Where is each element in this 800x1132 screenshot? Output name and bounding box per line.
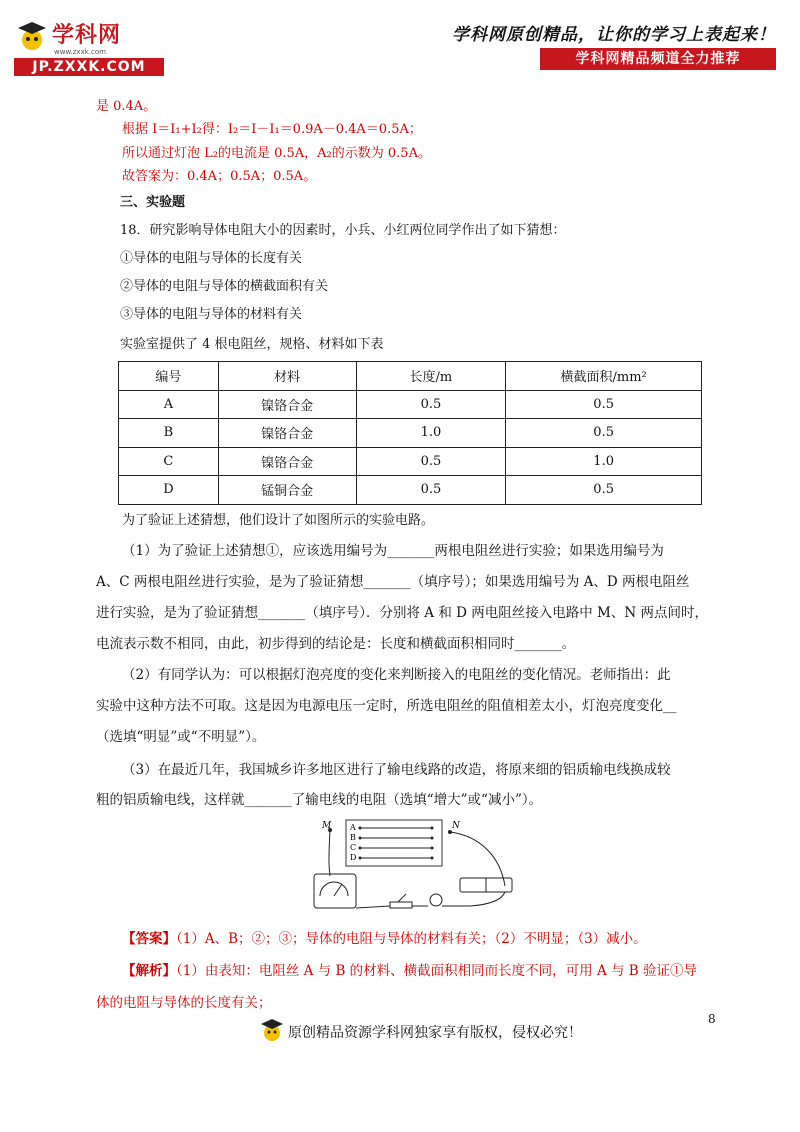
part2-line-3: （选填“明显”或“不明显”）。: [96, 729, 266, 745]
answer-tag: 【答案】: [122, 931, 176, 947]
analysis-tag: 【解析】: [122, 963, 176, 979]
table-cell: 1.0: [506, 447, 702, 476]
answer-text: （1）A、B；②；③；导体的电阻与导体的材料有关；（2）不明显；（3）减小。: [176, 931, 647, 947]
table-cell: 0.5: [506, 476, 702, 505]
table-row: [119, 390, 702, 419]
table-cell: A: [119, 390, 219, 419]
table-row: [119, 447, 702, 476]
answer-prev-line-3: 所以通过灯泡 L₂的电流是 0.5A，A₂的示数为 0.5A。: [122, 146, 431, 161]
question-intro: 18．研究影响导体电阻大小的因素时，小兵、小红两位同学作出了如下猜想：: [120, 223, 566, 238]
table-cell: 1.0: [356, 419, 506, 448]
table-cell: 0.5: [506, 419, 702, 448]
label-m: M: [322, 821, 332, 831]
table-cell: C: [119, 447, 219, 476]
part2-line-2: 实验中这种方法不可取。这是因为电源电压一定时，所选电阻丝的阻值相差太小，灯泡亮度变化__: [96, 698, 677, 714]
answer-prev-line-4: 故答案为：0.4A；0.5A；0.5A。: [122, 169, 317, 184]
page-number: 8: [708, 1012, 716, 1026]
table-cell: 锰铜合金: [218, 476, 356, 505]
mascot-icon: [14, 18, 50, 54]
table-intro: 实验室提供了 4 根电阻丝，规格、材料如下表: [120, 337, 384, 352]
table-header-cell: 材料: [218, 362, 356, 391]
part3-line-1: （3）在最近几年，我国城乡许多地区进行了输电线路的改造，将原来细的铝质输电线换成较: [122, 762, 671, 778]
table-cell: 镍铬合金: [218, 390, 356, 419]
part1-line-1: （1）为了验证上述猜想①，应该选用编号为_______两根电阻丝进行实验；如果选用编号为: [122, 543, 664, 559]
guess-1: ①导体的电阻与导体的长度有关: [120, 251, 303, 266]
wire-label-c: C: [350, 843, 357, 852]
label-n: N: [452, 821, 460, 831]
part1-line-3: 进行实验，是为了验证猜想_______（填序号）．分别将 A 和 D 两电阻丝接入电路中 M、N 两点间时，: [96, 605, 708, 621]
logo-domain: www.zxxk.com: [54, 48, 106, 56]
footer-copyright: 原创精品资源学科网独家享有版权，侵权必究！: [288, 1025, 582, 1041]
header-slogan-bar: 学科网精品频道全力推荐: [540, 48, 776, 70]
table-header-cell: 长度/m: [356, 362, 506, 391]
table-cell: 镍铬合金: [218, 447, 356, 476]
table-cell: 0.5: [356, 390, 506, 419]
section-title: 三、实验题: [120, 195, 186, 210]
part1-line-2: A、C 两根电阻丝进行实验，是为了验证猜想_______（填序号）；如果选用编号为 A、D 两根电阻丝: [96, 574, 690, 590]
guess-3: ③导体的电阻与导体的材料有关: [120, 307, 303, 322]
part2-line-1: （2）有同学认为：可以根据灯泡亮度的变化来判断接入的电阻丝的变化情况。老师指出：此: [122, 667, 671, 683]
wire-label-d: D: [350, 853, 357, 862]
table-header-cell: 横截面积/mm²: [506, 362, 702, 391]
table-cell: 0.5: [356, 447, 506, 476]
answer-prev-line-1: 是 0.4A。: [96, 99, 157, 114]
table-cell: 镍铬合金: [218, 419, 356, 448]
table-cell: D: [119, 476, 219, 505]
resistance-wire-table: [118, 361, 702, 505]
table-cell: B: [119, 419, 219, 448]
footer-mascot-icon: [260, 1016, 284, 1044]
table-row: [119, 419, 702, 448]
wire-label-a: A: [350, 823, 356, 832]
part1-line-4: 电流表示数不相同，由此，初步得到的结论是：长度和横截面积相同时_______。: [96, 636, 576, 652]
table-row: [119, 476, 702, 505]
analysis-text-1: （1）由表知：电阻丝 A 与 B 的材料、横截面积相同而长度不同，可用 A 与 B 验证①导: [176, 963, 698, 979]
table-cell: 0.5: [506, 390, 702, 419]
logo-bar[interactable]: JP.ZXXK.COM: [14, 58, 164, 76]
table-header-row: [119, 362, 702, 391]
guess-2: ②导体的电阻与导体的横截面积有关: [120, 279, 329, 294]
analysis-line-2: 体的电阻与导体的长度有关；: [96, 995, 272, 1011]
analysis-line-1: [122, 961, 697, 981]
logo-text: 学科网: [52, 23, 122, 48]
circuit-diagram: [300, 816, 530, 922]
answer-prev-line-2: 根据 I＝I₁+I₂得：I₂＝I－I₁＝0.9A－0.4A＝0.5A；: [122, 122, 422, 137]
part3-line-2: 粗的铝质输电线，这样就_______了输电线的电阻（选填“增大”或“减小”）。: [96, 792, 543, 808]
wire-label-b: B: [350, 833, 356, 842]
logo: [14, 18, 164, 74]
answer-line: [122, 929, 647, 949]
header-slogan: 学科网原创精品，让你的学习上表起来！: [452, 25, 776, 45]
table-cell: 0.5: [356, 476, 506, 505]
table-header-cell: 编号: [119, 362, 219, 391]
after-table-text: 为了验证上述猜想，他们设计了如图所示的实验电路。: [122, 513, 435, 528]
